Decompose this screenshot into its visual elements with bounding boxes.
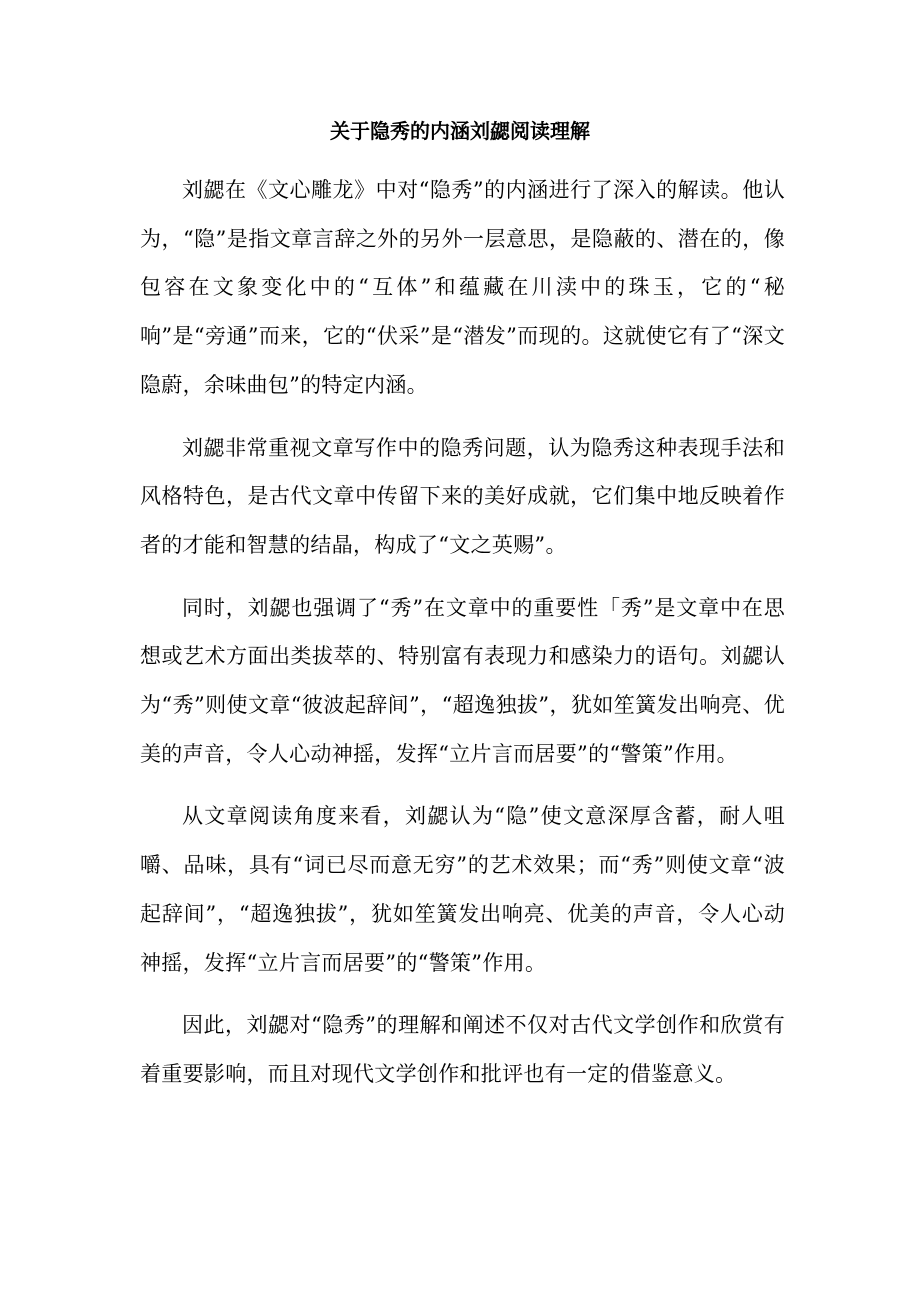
document-title: 关于隐秀的内涵刘勰阅读理解 [330, 119, 590, 143]
paragraph-3: 同时，刘勰也强调了“秀”在文章中的重要性「秀”是文章中在思想或艺术方面出类拔萃的、特别富有表现力和感染力的语句。刘勰认为“秀”则使文章“彼波起辞间”，“超逸独拔”，犹如笙簧发出响亮、优美的声音，令人心动神摇，发挥“立片言而居要”的“警策”作用。 [140, 595, 785, 766]
paragraph-5: 因此，刘勰对“隐秀”的理解和阐述不仅对古代文学创作和欣赏有着重要影响，而且对现代文学创作和批评也有一定的借鉴意义。 [140, 1013, 785, 1086]
paragraph-4: 从文章阅读角度来看，刘勰认为“隐”使文意深厚含蓄，耐人咀嚼、品味，具有“词已尽而意无穷”的艺术效果；而“秀”则使文章“波起辞间”，“超逸独拔”，犹如笙簧发出响亮、优美的声音，令人心动神摇，发挥“立片言而居要”的“警策”作用。 [140, 804, 785, 975]
document-body [140, 166, 785, 1113]
paragraph-2: 刘勰非常重视文章写作中的隐秀问题，认为隐秀这种表现手法和风格特色，是古代文章中传留下来的美好成就，它们集中地反映着作者的才能和智慧的结晶，构成了“文之英赐”。 [140, 435, 785, 557]
paragraph-1: 刘勰在《文心雕龙》中对“隐秀”的内涵进行了深入的解读。他认为，“隐”是指文章言辞之外的另外一层意思，是隐蔽的、潜在的，像包容在文象变化中的“互体”和蕴藏在川渎中的珠玉，它的“秘响”是“旁通”而来，它的“伏采”是“潜发”而现的。这就使它有了“深文隐蔚，余味曲包”的特定内涵。 [140, 178, 785, 397]
